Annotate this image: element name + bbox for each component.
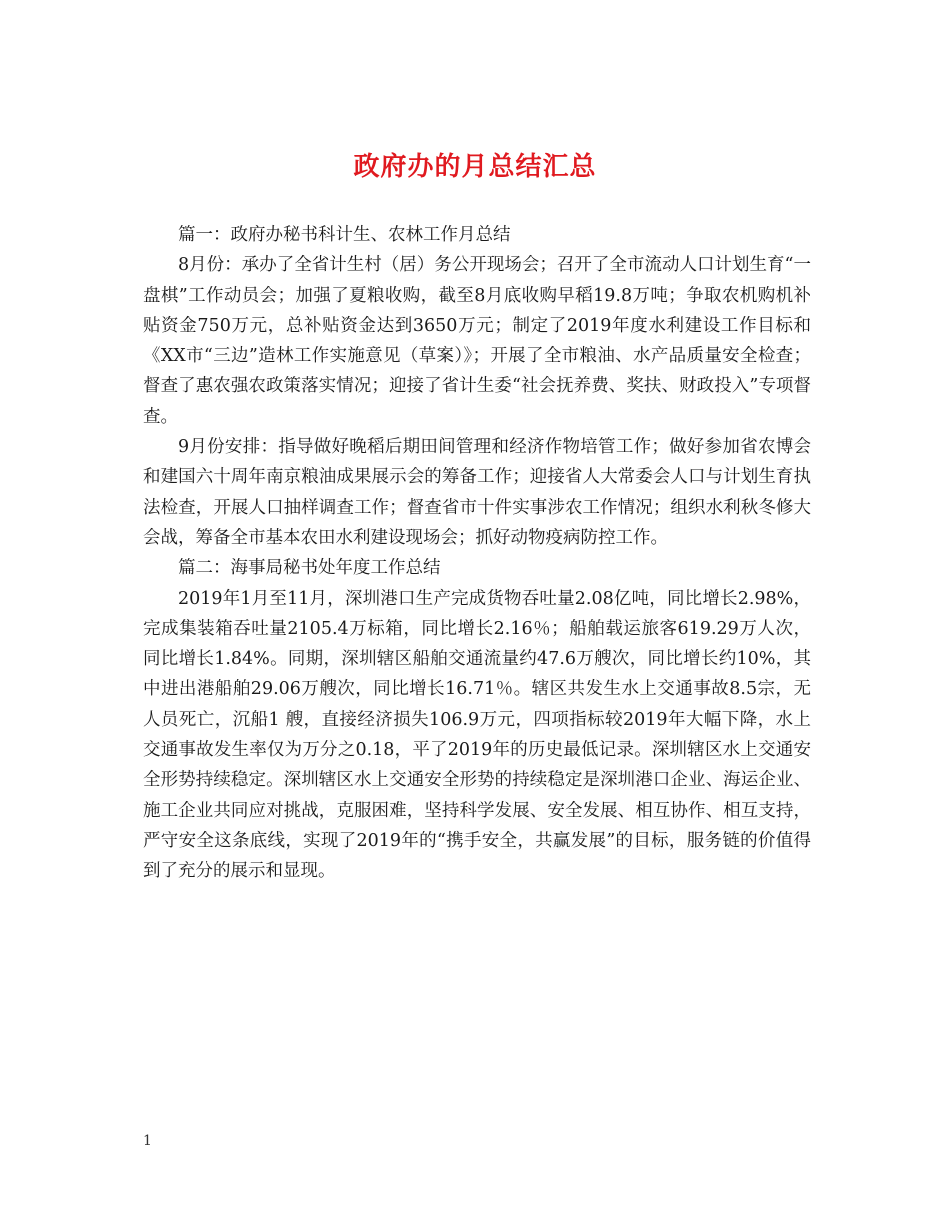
- paragraph-september: 9月份安排：指导做好晚稻后期田间管理和经济作物培管工作；做好参加省农博会和建国六十周年南京粮油成果展示会的筹备工作；迎接省人大常委会人口与计划生育执法检查，开展人口抽样调查工作；督查省市十件实事涉农工作情况；组织水利秋冬修大会战，筹备全市基本农田水利建设现场会；抓好动物疫病防控工作。: [143, 437, 811, 548]
- section-heading-1: 篇一：政府办秘书科计生、农林工作月总结: [178, 225, 511, 245]
- page-number: 1: [143, 1133, 152, 1149]
- paragraph-maritime-summary: 2019年1月至11月，深圳港口生产完成货物吞吐量2.08亿吨，同比增长2.98%，完成集装箱吞吐量2105.4万标箱，同比增长2.16％；船舶载运旅客619.29万人次，同比增长1.84%。同期，深圳辖区船舶交通流量约47.6万艘次，同比增长约10%，其中进出港船舶29.06万艘次，同比增长16.71％。辖区共发生水上交通事故8.5宗，无人员死亡，沉船1 艘，直接经济损失106.9万元，四项指标较2019年大幅下降，水上交通事故发生率仅为万分之0.18，平了2019年的历史最低记录。深圳辖区水上交通安全形势持续稳定。深圳辖区水上交通安全形势的持续稳定是深圳港口企业、海运企业、施工企业共同应对挑战，克服困难，坚持科学发展、安全发展、相互协作、相互支持，严守安全这条底线，实现了2019年的“携手安全，共赢发展”的目标，服务链的价值得到了充分的展示和显现。: [143, 588, 811, 882]
- document-title: 政府办的月总结汇总: [353, 152, 597, 182]
- paragraph-august: 8月份：承办了全省计生村（居）务公开现场会；召开了全市流动人口计划生育“一盘棋”工作动员会；加强了夏粮收购，截至8月底收购早稻19.8万吨；争取农机购机补贴资金750万元，总补贴资金达到3650万元；制定了2019年度水利建设工作目标和《XX市“三边”造林工作实施意见（草案）》；开展了全市粮油、水产品质量安全检查；督查了惠农强农政策落实情况；迎接了省计生委“社会抚养费、奖扶、财政投入”专项督查。: [143, 255, 811, 427]
- document-body: [143, 220, 811, 887]
- section-heading-2: 篇二：海事局秘书处年度工作总结: [178, 558, 441, 579]
